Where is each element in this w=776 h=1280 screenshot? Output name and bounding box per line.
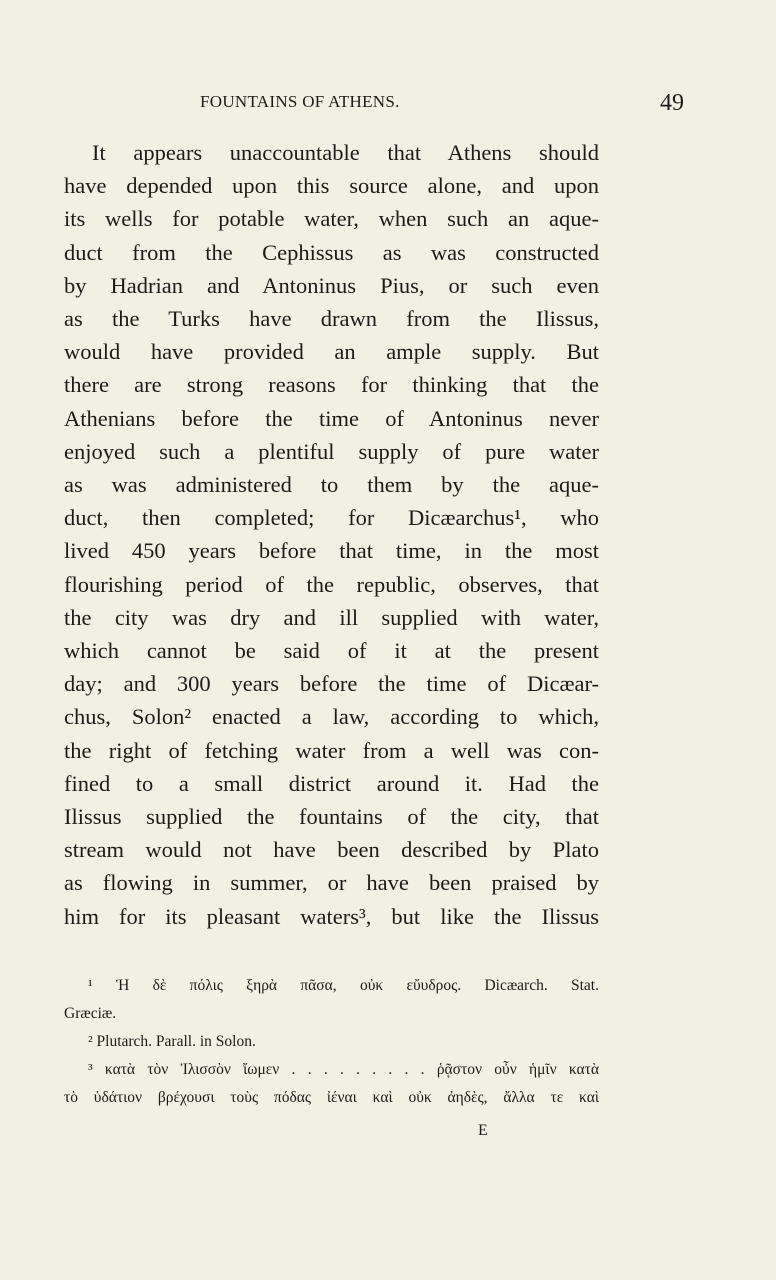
text-line: the right of fetching water from a well was con- — [64, 737, 599, 763]
text-line: fined to a small district around it. Had the — [64, 770, 599, 796]
text-line: as was administered to them by the aque- — [64, 472, 599, 498]
body-text — [64, 136, 599, 933]
footnote-1-continuation: Græciæ. — [64, 1005, 117, 1022]
footnote-3-continuation: τὸ ὑδάτιον βρέχουσι τοὺς πόδας ἰέναι καὶ οὐκ ἀηδὲς, ἄλλα τε καὶ — [64, 1089, 599, 1106]
text-line: its wells for potable water, when such an aque- — [64, 206, 599, 232]
text-line: Ilissus supplied the fountains of the city, that — [64, 804, 599, 830]
text-line: by Hadrian and Antoninus Pius, or such even — [64, 272, 599, 298]
text-line: It appears unaccountable that Athens should — [92, 140, 599, 165]
page-number: 49 — [660, 90, 684, 116]
running-head: FOUNTAINS OF ATHENS. — [200, 92, 400, 111]
footnote-2: ² Plutarch. Parall. in Solon. — [88, 1033, 256, 1050]
text-line: day; and 300 years before the time of Dicæar- — [64, 671, 599, 697]
footnote-1: ¹ Ἡ δὲ πόλις ξηρὰ πᾶσα, οὐκ εὔυδρος. Dicæarch. Stat. — [88, 977, 599, 994]
text-line: as flowing in summer, or have been praised by — [64, 870, 599, 896]
text-line: which cannot be said of it at the present — [64, 638, 599, 664]
text-line: duct from the Cephissus as was constructed — [64, 239, 599, 265]
text-line: him for its pleasant waters³, but like the Ilissus — [64, 903, 599, 929]
signature-mark: E — [478, 1122, 488, 1139]
text-line: duct, then completed; for Dicæarchus¹, who — [64, 505, 599, 531]
text-line: flourishing period of the republic, observes, that — [64, 571, 599, 597]
text-line: would have provided an ample supply. But — [64, 339, 599, 365]
footnote-3: ³ κατὰ τὸν Ἰλισσὸν ἴωμεν . . . . . . . . . ῥᾷστον οὖν ἡμῖν κατὰ — [88, 1061, 599, 1078]
text-line: as the Turks have drawn from the Ilissus, — [64, 306, 599, 332]
text-line: lived 450 years before that time, in the most — [64, 538, 599, 564]
text-line: the city was dry and ill supplied with water, — [64, 604, 599, 630]
text-line: have depended upon this source alone, and upon — [64, 173, 599, 199]
text-line: stream would not have been described by Plato — [64, 837, 599, 863]
text-line: Athenians before the time of Antoninus never — [64, 405, 599, 431]
text-line: chus, Solon² enacted a law, according to which, — [64, 704, 599, 730]
text-line: there are strong reasons for thinking that the — [64, 372, 599, 398]
text-line: enjoyed such a plentiful supply of pure water — [64, 438, 599, 464]
footnotes — [64, 972, 599, 1112]
